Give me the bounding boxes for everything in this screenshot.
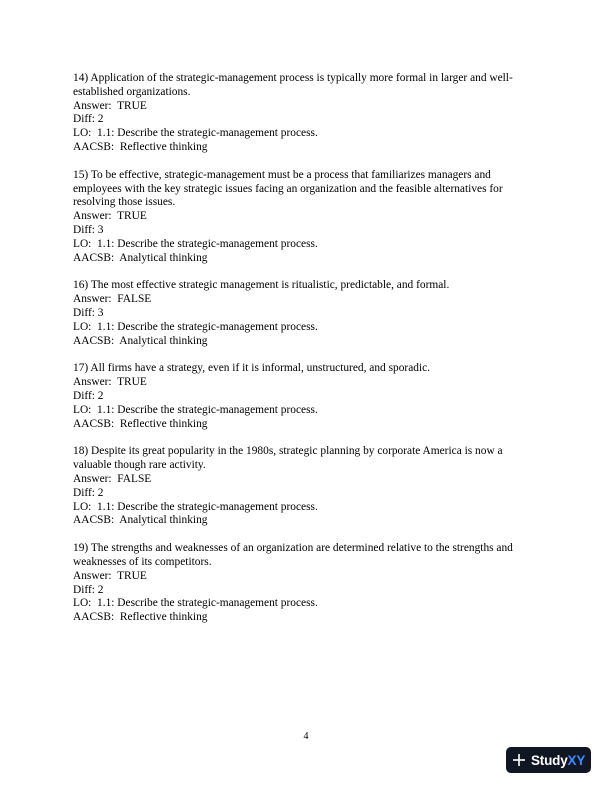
question-detail-line: AACSB: Reflective thinking xyxy=(73,417,208,430)
question-detail-line: LO: 1.1: Describe the strategic-management process. xyxy=(73,237,318,250)
studyxy-badge[interactable] xyxy=(506,747,591,773)
question-detail-line: Answer: TRUE xyxy=(73,99,147,112)
question-detail-line: LO: 1.1: Describe the strategic-management process. xyxy=(73,320,318,333)
question-detail-line: weaknesses of its competitors. xyxy=(73,555,212,568)
plus-icon xyxy=(513,754,525,766)
question-detail-line: AACSB: Reflective thinking xyxy=(73,611,208,624)
question-detail-line: Answer: TRUE xyxy=(73,376,147,389)
question-detail-line: Diff: 2 xyxy=(73,486,104,499)
question-detail-line: LO: 1.1: Describe the strategic-management process. xyxy=(73,597,318,610)
question-block xyxy=(73,542,543,625)
question-text-line: 14) Application of the strategic-management process is typically more formal in larger and well- xyxy=(73,72,513,84)
question-detail-line: established organizations. xyxy=(73,85,191,98)
question-detail-line: LO: 1.1: Describe the strategic-management process. xyxy=(73,403,318,416)
question-detail-line: Diff: 2 xyxy=(73,583,104,596)
question-detail-line: Diff: 2 xyxy=(73,389,104,402)
question-detail-line: Answer: TRUE xyxy=(73,210,147,223)
question-detail-line: valuable though rare activity. xyxy=(73,459,206,472)
question-text-line: 16) The most effective strategic management is ritualistic, predictable, and formal. xyxy=(73,279,450,292)
question-detail-line: Answer: FALSE xyxy=(73,472,152,485)
question-list xyxy=(73,72,543,639)
question-detail-line: LO: 1.1: Describe the strategic-management process. xyxy=(73,127,318,140)
question-detail-line: Diff: 3 xyxy=(73,306,104,319)
question-detail-line: Diff: 2 xyxy=(73,113,104,126)
question-detail-line: LO: 1.1: Describe the strategic-management process. xyxy=(73,500,318,513)
question-detail-line: Answer: TRUE xyxy=(73,569,147,582)
question-block xyxy=(73,72,543,155)
page-number: 4 xyxy=(303,731,309,742)
question-detail-line: Answer: FALSE xyxy=(73,293,152,306)
question-block xyxy=(73,445,543,528)
question-text-line: 17) All firms have a strategy, even if it is informal, unstructured, and sporadic. xyxy=(73,362,431,375)
question-detail-line: Diff: 3 xyxy=(73,223,104,236)
question-detail-line: employees with the key strategic issues facing an organization and the feasible alternatives for xyxy=(73,182,503,195)
brand-name-accent: XY xyxy=(567,752,586,768)
question-detail-line: AACSB: Analytical thinking xyxy=(73,334,208,347)
question-detail-line: AACSB: Analytical thinking xyxy=(73,514,208,527)
brand-name-primary: Study xyxy=(531,752,568,768)
question-block xyxy=(73,169,543,266)
question-detail-line: resolving those issues. xyxy=(73,196,176,209)
question-detail-line: AACSB: Analytical thinking xyxy=(73,251,208,264)
question-text-line: 15) To be effective, strategic-management must be a process that familiarizes managers and xyxy=(73,168,491,181)
question-block xyxy=(73,362,543,431)
question-block xyxy=(73,279,543,348)
question-detail-line: AACSB: Reflective thinking xyxy=(73,140,208,153)
studyxy-logo-text xyxy=(531,753,585,768)
question-text-line: 18) Despite its great popularity in the 1980s, strategic planning by corporate America is now a xyxy=(73,445,503,458)
question-text-line: 19) The strengths and weaknesses of an organization are determined relative to the strengths and xyxy=(73,542,513,555)
